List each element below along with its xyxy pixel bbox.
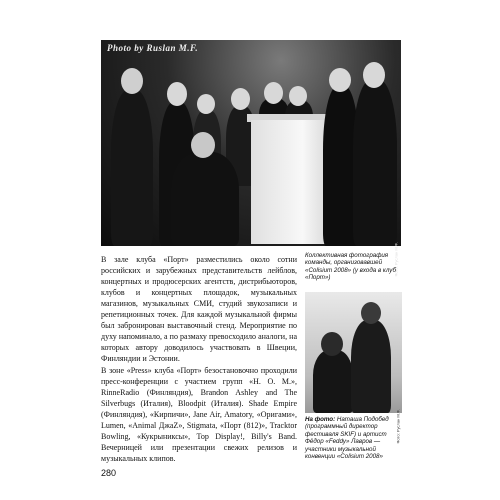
person-silhouette <box>313 350 353 413</box>
person-head <box>329 68 351 92</box>
person-silhouette <box>351 320 391 413</box>
photo-side-credit: Фото: Руслан М.Ф. <box>396 409 401 444</box>
person-head <box>289 86 307 106</box>
photo-caption-names <box>305 416 403 460</box>
person-head <box>321 332 343 356</box>
photo-credit: Photo by Ruslan M.F. <box>107 43 199 53</box>
person-head <box>361 302 381 324</box>
person-silhouette <box>353 80 397 246</box>
photo-side-credit: Фото: Руслан М.Ф. <box>394 242 399 277</box>
person-head <box>231 88 250 110</box>
person-head <box>363 62 385 88</box>
person-silhouette <box>171 152 239 246</box>
person-head <box>191 132 215 158</box>
person-head <box>121 68 143 94</box>
person-silhouette <box>111 90 153 246</box>
person-head <box>264 82 283 104</box>
body-paragraph: В зале клуба «Порт» разместились около сотни российских и зарубежных представительств лейблов, концертных и продюсерских агентств, дистрибьюторов, клубов и концертных площадок, музыкальных магазинов, музыкальных СМИ, студий звукозаписи и репетиционных точек. Для каждой музыкальной фирмы был забронирован выставочный стенд. Мероприятие по духу напоминало, а по размаху превосходило аналоги, на которых автору доводилось участвовать в Швеции, Финляндии и Эстонии. <box>101 255 297 363</box>
person-head <box>197 94 215 114</box>
body-paragraph: В зоне «Press» клуба «Порт» безостановочно проходили пресс-конференции с участием групп «Н. О. М.», RinneRadio (Финляндия), Brandon Ashley and The Silverbugs (Италия), Bloodpit (Италия). Shade Empire (Финляндия), «Кирпичи», Jane Air, Amatory, «Оригами», Lumen, «Animal ДжаZ», Stigmata, «Порт (812)», Tracktor Bowling, «Кукрыниксы», Top Display!, Billy's Band. Вечерницей или презентации свежих релизов и музыкальных клипов. <box>101 366 297 463</box>
person-head <box>167 82 187 106</box>
photo-caption: Коллективная фотография команды, организовавшей «Colisium 2008» (у входа в клуб «Порт») <box>305 252 396 282</box>
caption-lead: На фото: <box>305 416 336 423</box>
caption-text: Наташа Подобед (программный директор фестиваля SKIF) и артист Фёдор «Feddy» Лавров — участники музыкальной конвенции «Colisium 2008» <box>305 416 389 461</box>
page-number: 280 <box>101 468 117 478</box>
